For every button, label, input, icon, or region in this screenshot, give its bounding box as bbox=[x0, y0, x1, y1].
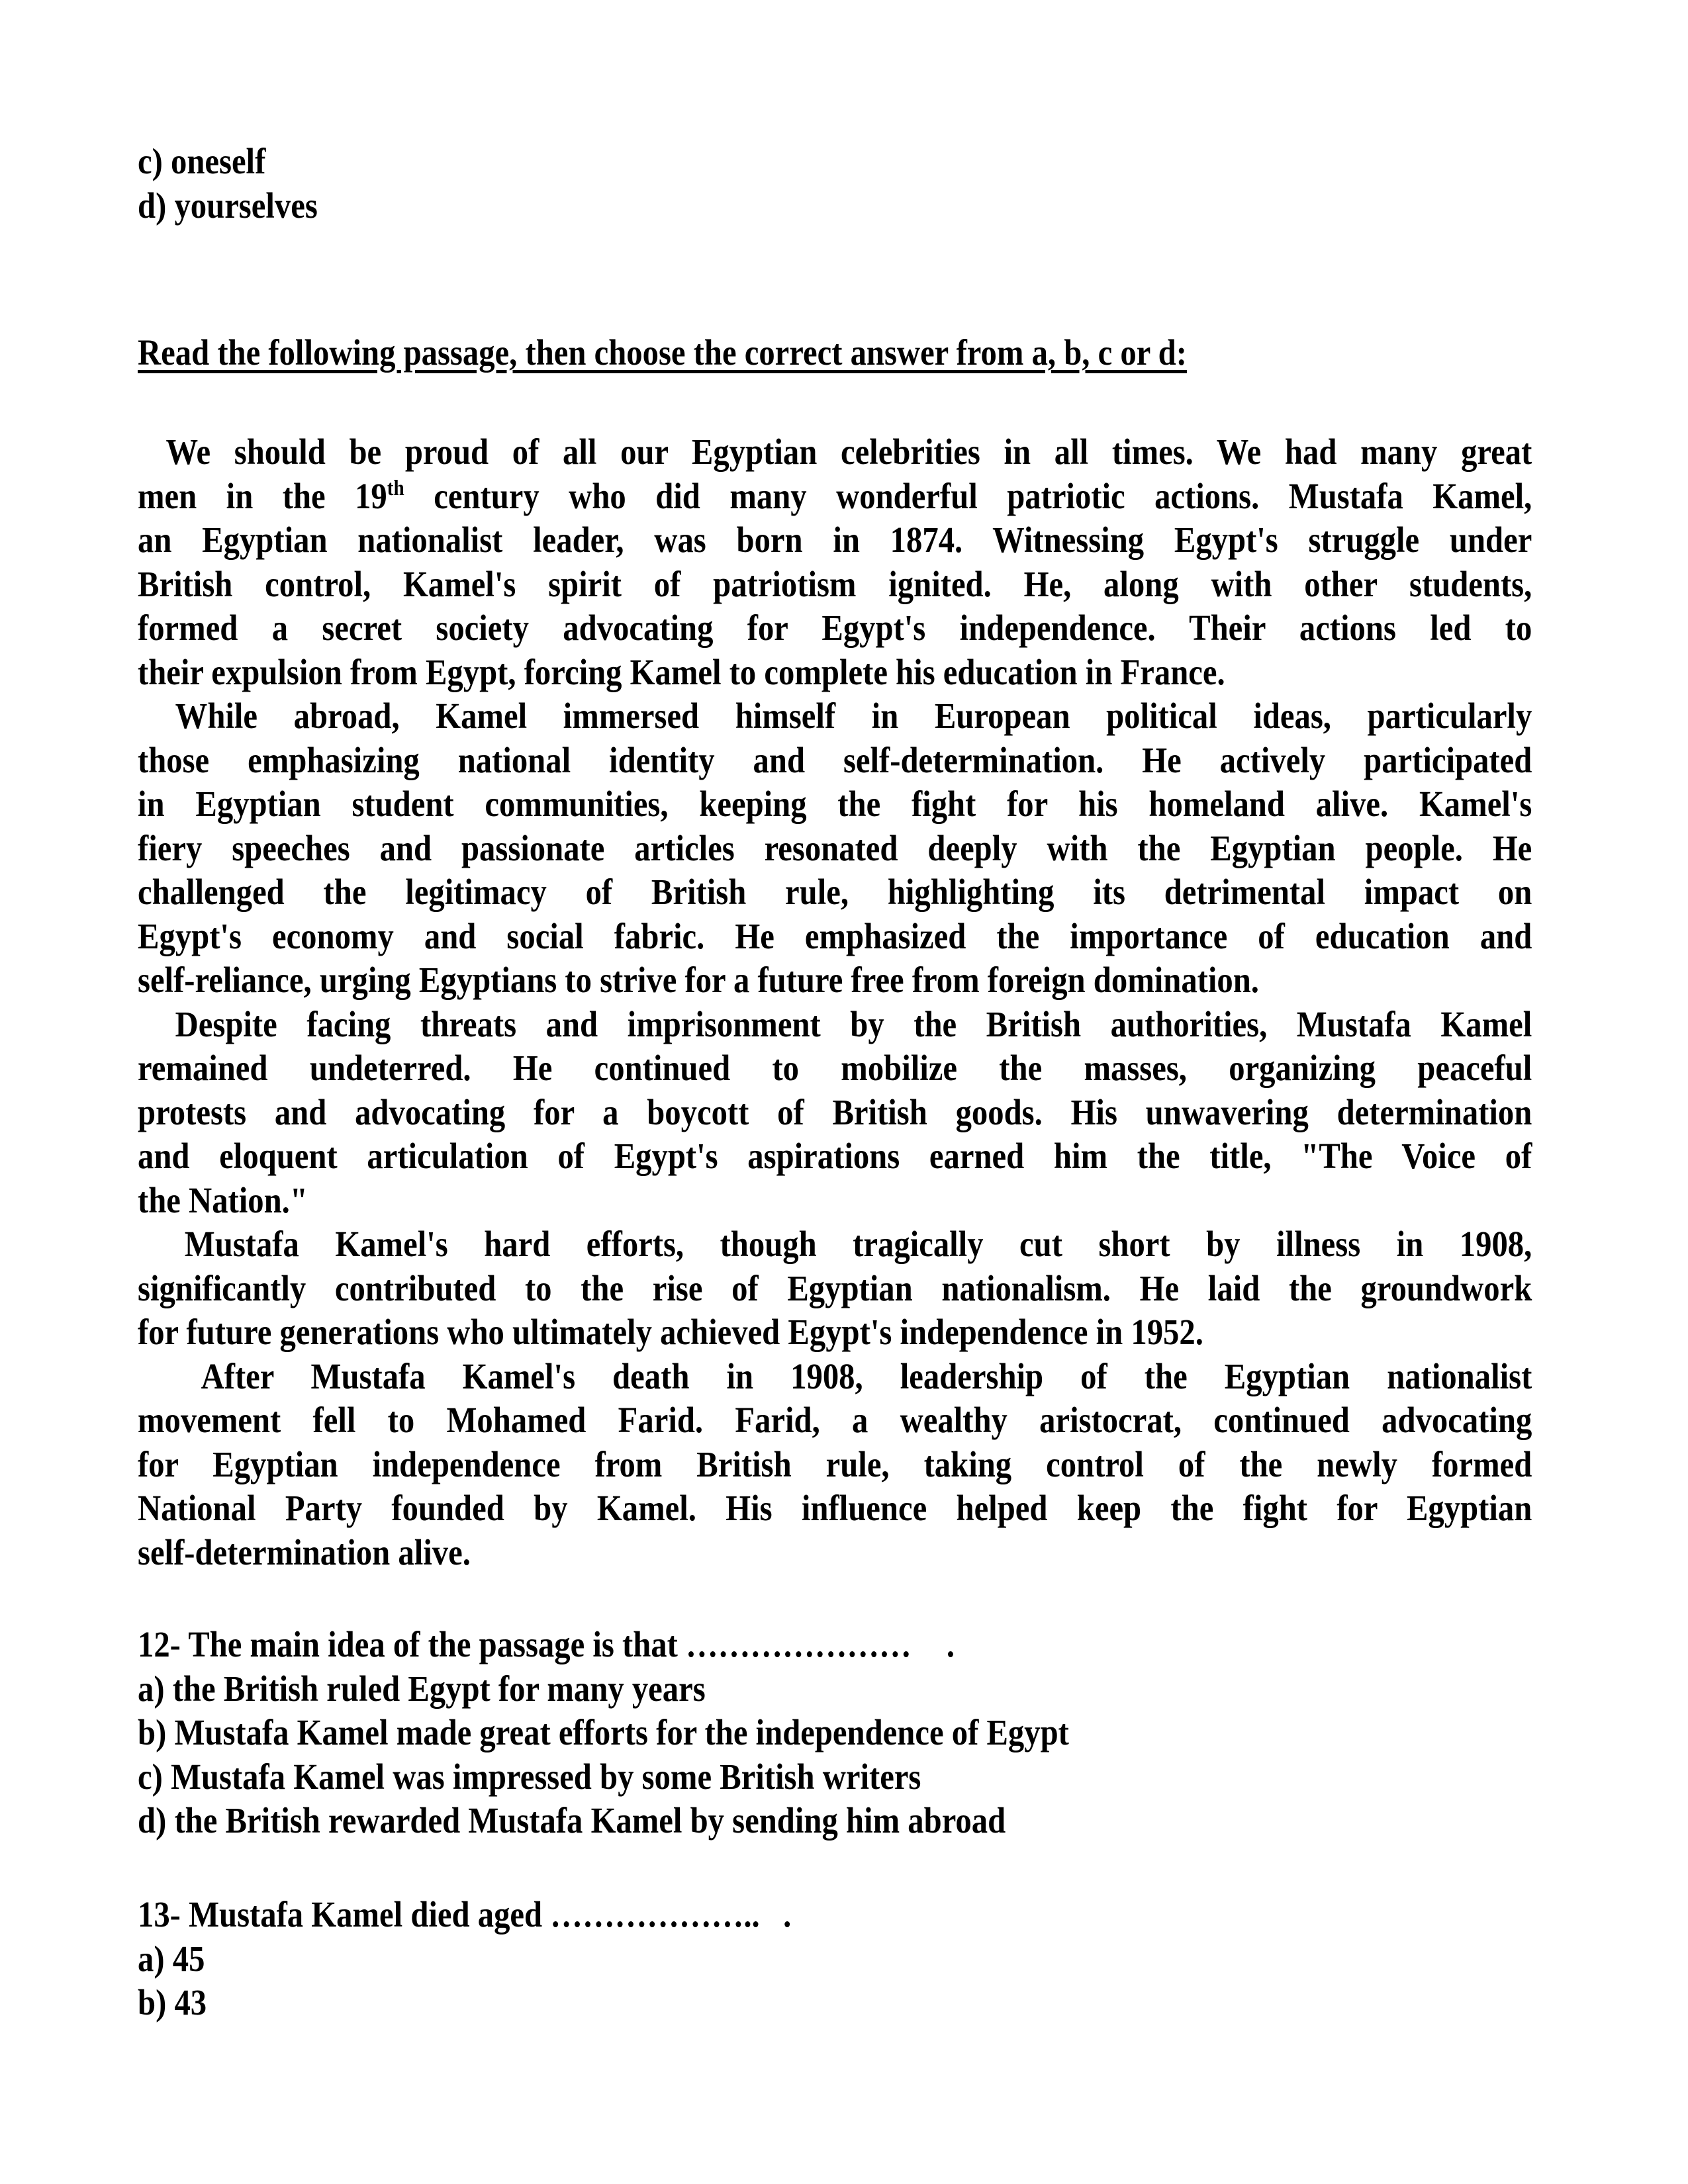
option-text: 43 bbox=[174, 1982, 207, 2023]
instruction-heading-block bbox=[138, 331, 1187, 375]
passage-line bbox=[138, 475, 1532, 519]
passage-line: the Nation." bbox=[138, 1179, 308, 1220]
option-d bbox=[138, 184, 318, 228]
passage-line: Mustafa Kamel's hard efforts, though tragically cut short by illness in 1908, bbox=[184, 1224, 1532, 1264]
line-text: century who did many wonderful patriotic actions. Mustafa Kamel, bbox=[404, 475, 1532, 516]
answer-option-b[interactable] bbox=[138, 1981, 791, 2025]
option-letter: d) bbox=[138, 185, 167, 226]
passage-line: an Egyptian nationalist leader, was born in 1874. Witnessing Egypt's struggle under bbox=[138, 520, 1532, 560]
option-text: the British ruled Egypt for many years bbox=[172, 1668, 706, 1709]
option-text: Mustafa Kamel was impressed by some British writers bbox=[170, 1756, 921, 1797]
passage-line: self-determination alive. bbox=[138, 1531, 471, 1572]
passage-line: After Mustafa Kamel's death in 1908, leadership of the Egyptian nationalist bbox=[201, 1355, 1532, 1396]
option-text: 45 bbox=[172, 1938, 205, 1979]
question-12 bbox=[138, 1623, 1069, 1843]
question-end-mark: . bbox=[946, 1624, 955, 1664]
option-text: Mustafa Kamel made great efforts for the independence of Egypt bbox=[174, 1712, 1069, 1752]
option-letter: b) bbox=[138, 1712, 167, 1752]
passage-line: and eloquent articulation of Egypt's aspirations earned him the title, "The Voice of bbox=[138, 1136, 1532, 1176]
option-letter: c) bbox=[138, 1756, 163, 1797]
passage-line: remained undeterred. He continued to mobilize the masses, organizing peaceful bbox=[138, 1048, 1532, 1088]
option-text: the British rewarded Mustafa Kamel by sending him abroad bbox=[174, 1800, 1006, 1841]
answer-option-a[interactable] bbox=[138, 1667, 1069, 1711]
question-text: The main idea of the passage is that ………………… bbox=[188, 1624, 912, 1664]
question-stem bbox=[138, 1623, 1069, 1667]
passage-line: self-reliance, urging Egyptians to strive for a future free from foreign domination. bbox=[138, 960, 1259, 1000]
answer-option-c[interactable] bbox=[138, 1755, 1069, 1799]
passage-line: While abroad, Kamel immersed himself in European political ideas, particularly bbox=[175, 696, 1532, 736]
option-text: yourselves bbox=[174, 185, 318, 226]
question-number: 12- bbox=[138, 1624, 181, 1664]
previous-question-options bbox=[138, 140, 318, 228]
question-stem bbox=[138, 1893, 791, 1937]
question-13 bbox=[138, 1893, 791, 2025]
reading-passage bbox=[138, 430, 1532, 1574]
passage-line: British control, Kamel's spirit of patriotism ignited. He, along with other students, bbox=[138, 563, 1532, 604]
answer-option-b[interactable] bbox=[138, 1711, 1069, 1755]
instruction-heading: Read the following passage, then choose the correct answer from a, b, c or d: bbox=[138, 332, 1187, 373]
passage-line: fiery speeches and passionate articles resonated deeply with the Egyptian people. He bbox=[138, 827, 1532, 868]
passage-line: National Party founded by Kamel. His influence helped keep the fight for Egyptian bbox=[138, 1488, 1532, 1528]
ordinal-superscript: th bbox=[387, 476, 404, 500]
answer-option-a[interactable] bbox=[138, 1937, 791, 1981]
question-text: Mustafa Kamel died aged ……………….. bbox=[189, 1894, 760, 1934]
question-end-mark: . bbox=[783, 1894, 792, 1934]
passage-line: those emphasizing national identity and self-determination. He actively participated bbox=[138, 739, 1532, 780]
passage-line: for Egyptian independence from British rule, taking control of the newly formed bbox=[138, 1443, 1532, 1484]
option-c bbox=[138, 140, 318, 184]
passage-line: movement fell to Mohamed Farid. Farid, a wealthy aristocrat, continued advocating bbox=[138, 1400, 1532, 1440]
option-letter: a) bbox=[138, 1668, 165, 1709]
option-letter: b) bbox=[138, 1982, 167, 2023]
passage-line: challenged the legitimacy of British rule, highlighting its detrimental impact on bbox=[138, 872, 1532, 912]
option-letter: c) bbox=[138, 141, 163, 181]
passage-line: significantly contributed to the rise of Egyptian nationalism. He laid the groundwork bbox=[138, 1267, 1532, 1308]
passage-line: We should be proud of all our Egyptian celebrities in all times. We had many great bbox=[165, 432, 1532, 472]
line-text: men in the 19 bbox=[138, 475, 387, 516]
option-letter: a) bbox=[138, 1938, 165, 1979]
answer-option-d[interactable] bbox=[138, 1799, 1069, 1843]
passage-line: their expulsion from Egypt, forcing Kamel to complete his education in France. bbox=[138, 651, 1225, 692]
question-number: 13- bbox=[138, 1894, 181, 1934]
passage-line: Egypt's economy and social fabric. He emphasized the importance of education and bbox=[138, 915, 1532, 956]
passage-line: in Egyptian student communities, keeping the fight for his homeland alive. Kamel's bbox=[138, 784, 1532, 824]
passage-line: formed a secret society advocating for Egypt's independence. Their actions led to bbox=[138, 608, 1532, 648]
passage-line: for future generations who ultimately achieved Egypt's independence in 1952. bbox=[138, 1312, 1203, 1352]
passage-line: protests and advocating for a boycott of British goods. His unwavering determination bbox=[138, 1091, 1532, 1132]
option-text: oneself bbox=[170, 141, 266, 181]
passage-line: Despite facing threats and imprisonment by the British authorities, Mustafa Kamel bbox=[175, 1003, 1532, 1044]
option-letter: d) bbox=[138, 1800, 167, 1841]
